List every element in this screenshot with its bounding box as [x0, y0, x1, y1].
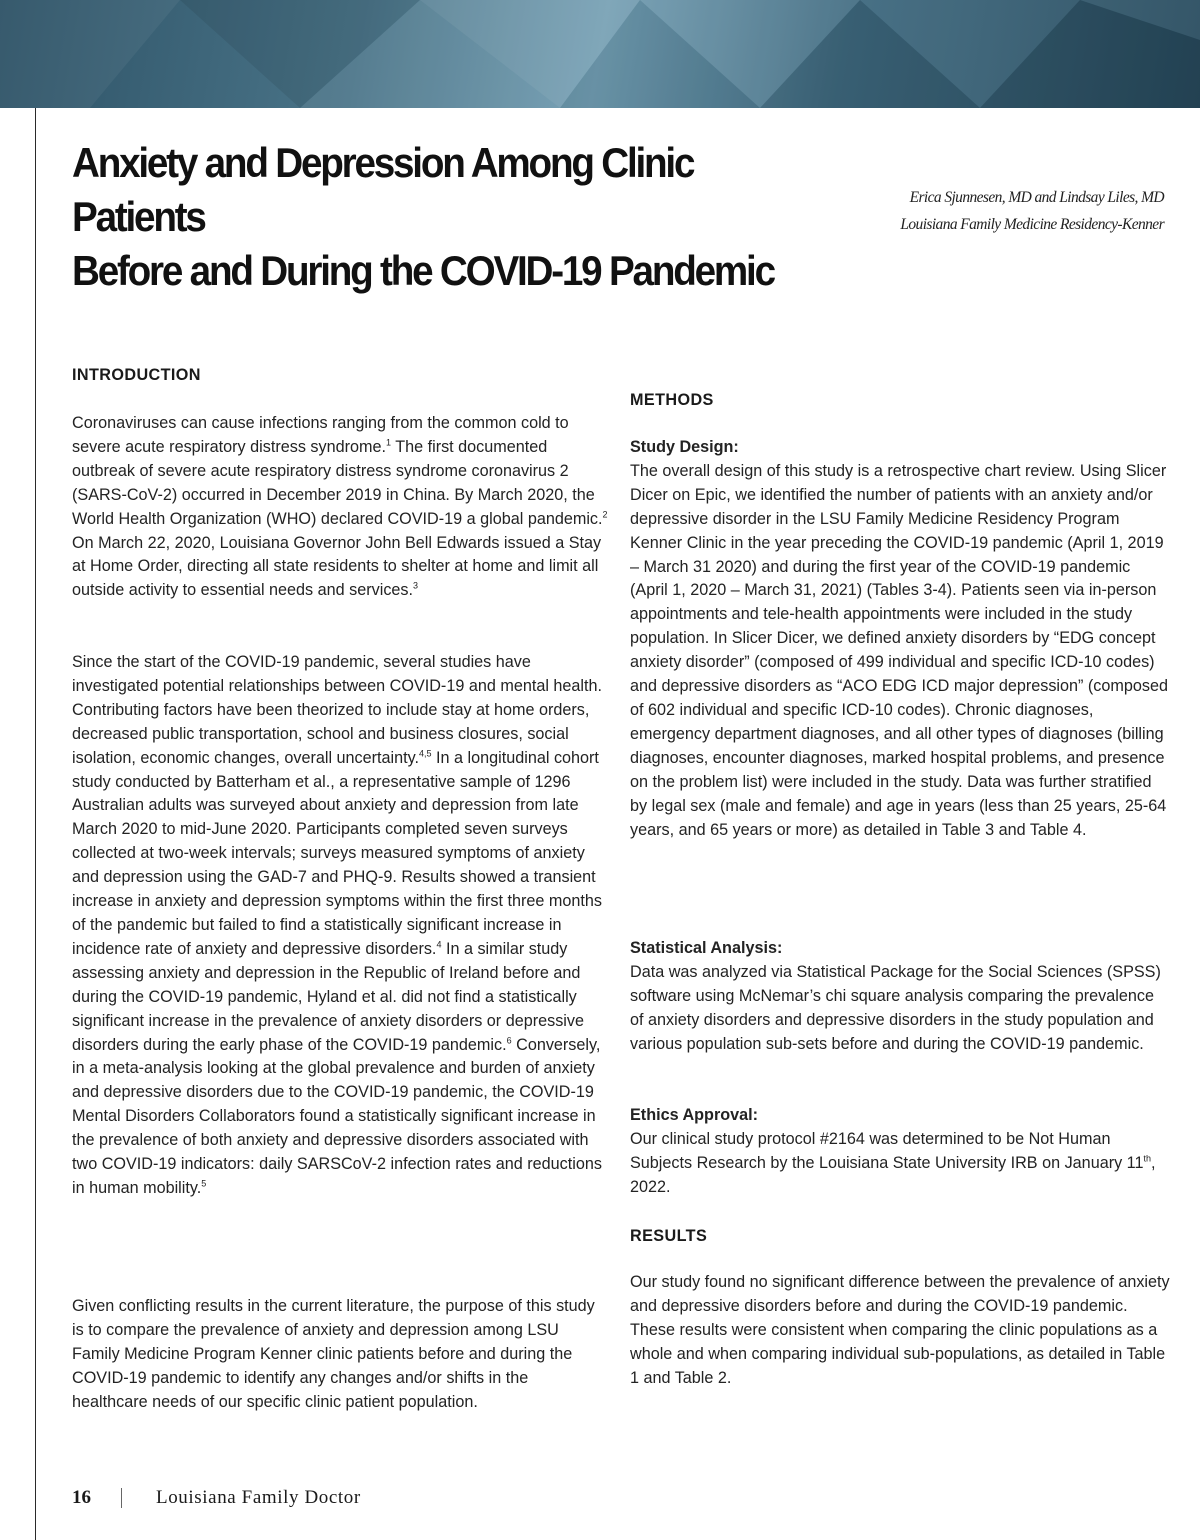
ref-5: 5	[201, 1178, 207, 1189]
author-affiliation: Louisiana Family Medicine Residency-Kenner	[900, 216, 1164, 233]
page-footer	[72, 1484, 361, 1512]
page-number: 16	[72, 1487, 91, 1508]
study-design-section	[630, 436, 1170, 842]
author-block	[804, 184, 1164, 238]
title-line-2: Before and During the COVID-19 Pandemic	[72, 247, 774, 294]
results-heading: RESULTS	[630, 1227, 708, 1245]
footer-divider	[121, 1488, 122, 1508]
article-title	[72, 136, 790, 298]
ref-2: 2	[602, 509, 608, 520]
banner-geometric-pattern	[0, 0, 1200, 108]
ref-4: 4	[436, 939, 442, 950]
ethics-approval-section	[630, 1104, 1170, 1200]
ethics-approval-label: Ethics Approval:	[630, 1106, 759, 1124]
ref-3: 3	[413, 580, 419, 591]
header-banner	[0, 0, 1200, 108]
introduction-heading: INTRODUCTION	[72, 366, 201, 384]
ethics-approval-text: Our clinical study protocol #2164 was determined to be Not Human Subjects Research by the Louisiana State University IRB on January 11th, 2022.	[630, 1129, 1156, 1196]
ref-6: 6	[506, 1035, 512, 1046]
results-text: Our study found no significant difference between the prevalence of anxiety and depressive disorders before and during the COVID-19 pandemic. These results were consistent when comparing the clinic populations as a whole and when comparing individual sub-populations, as detailed in Table 1 and Table 2.	[630, 1273, 1170, 1387]
intro-paragraph-1: Coronaviruses can cause infections ranging from the common cold to severe acute respiratory distress syndrome.$^1$ The first documented outbreak of severe acute respiratory distress syndrome coronavirus 2 (SARS-CoV-2) occurred in December 2019 in China. By March 2020, the World Health Organization (WHO) declared COVID-19 a global pandemic.$^2$ On March 22, 2020, Louisiana Governor John Bell Edwards issued a Stay at Home Order, directing all state residents to shelter at home and limit all outside activity to essential needs and services.$^3$	[72, 414, 608, 600]
intro-paragraph-2: Since the start of the COVID-19 pandemic, several studies have investigated potential relationships between COVID-19 and mental health. Contributing factors have been theorized to include stay at home orders, decreased public transportation, school and business closures, social isolation, economic changes, overall uncertainty.$^{4,5}$ In a longitudinal cohort study conducted by Batterham et al., a representative sample of 1296 Australian adults was surveyed about anxiety and depression from late March 2020 to mid-June 2020. Participants completed seven surveys collected at two-week intervals; surveys measured symptoms of anxiety and depression using the GAD-7 and PHQ-9. Results showed a transient increase in anxiety and depression symptoms within the first three months of the pandemic but failed to find a statistically significant increase in incidence rate of anxiety and depressive disorders.$^4$ In a similar study assessing anxiety and depression in the Republic of Ireland before and during the COVID-19 pandemic, Hyland et al. did not find a statistically significant increase in the prevalence of anxiety disorders or depressive disorders during the early phase of the COVID-19 pandemic.$^6$ Conversely, in a meta-analysis looking at the global prevalence and burden of anxiety and depressive disorders due to the COVID-19 pandemic, the COVID-19 Mental Disorders Collaborators found a statistically significant increase in the prevalence of both anxiety and depressive disorders associated with two COVID-19 indicators: daily SARSCoV-2 infection rates and reductions in human mobility.$^5$	[72, 653, 603, 1197]
journal-name: Louisiana Family Doctor	[156, 1487, 361, 1508]
statistical-analysis-section	[630, 937, 1170, 1057]
statistical-analysis-label: Statistical Analysis:	[630, 939, 783, 957]
study-design-text: The overall design of this study is a retrospective chart review. Using Slicer Dicer on Epic, we identified the number of patients with an anxiety and/or depressive disorder in the LSU Family Medicine Residency Program Kenner Clinic in the year preceding the COVID-19 pandemic (April 1, 2019 – March 31 2020) and during the first year of the COVID-19 pandemic (April 1, 2020 – March 31, 2021) (Tables 3-4). Patients seen via in-person appointments and tele-health appointments were included in the study population. In Slicer Dicer, we defined anxiety disorders by “EDG concept anxiety disorder” (composed of 499 individual and specific ICD-10 codes) and depressive disorders as “ACO EDG ICD major depression” (composed of 602 individual and specific ICD-10 codes). Chronic diagnoses, emergency department diagnoses, and all other types of diagnoses (billing diagnoses, encounter diagnoses, marked hospital problems, and presence on the problem list) were included in the study. Data was further stratified by legal sex (male and female) and age in years (less than 25 years, 25-64 years, and 65 years or more) as detailed in Table 3 and Table 4.	[630, 461, 1168, 839]
study-design-label: Study Design:	[630, 438, 739, 456]
title-line-1: Anxiety and Depression Among Clinic Patients	[72, 139, 694, 240]
methods-heading: METHODS	[630, 391, 714, 409]
left-margin-rule	[35, 108, 36, 1540]
author-names: Erica Sjunnesen, MD and Lindsay Liles, MD	[909, 189, 1164, 206]
ref-4-5: 4,5	[419, 748, 432, 759]
statistical-analysis-text: Data was analyzed via Statistical Package for the Social Sciences (SPSS) software using McNemar’s chi square analysis comparing the prevalence of anxiety disorders and depressive disorders in the study population and various population sub-sets before and during the COVID-19 pandemic.	[630, 962, 1161, 1053]
intro-paragraph-3: Given conflicting results in the current literature, the purpose of this study is to compare the prevalence of anxiety and depression among LSU Family Medicine Program Kenner clinic patients before and during the COVID-19 pandemic to identify any changes and/or shifts in the healthcare needs of our specific clinic patient population.	[72, 1297, 595, 1411]
ref-1: 1	[385, 437, 391, 448]
